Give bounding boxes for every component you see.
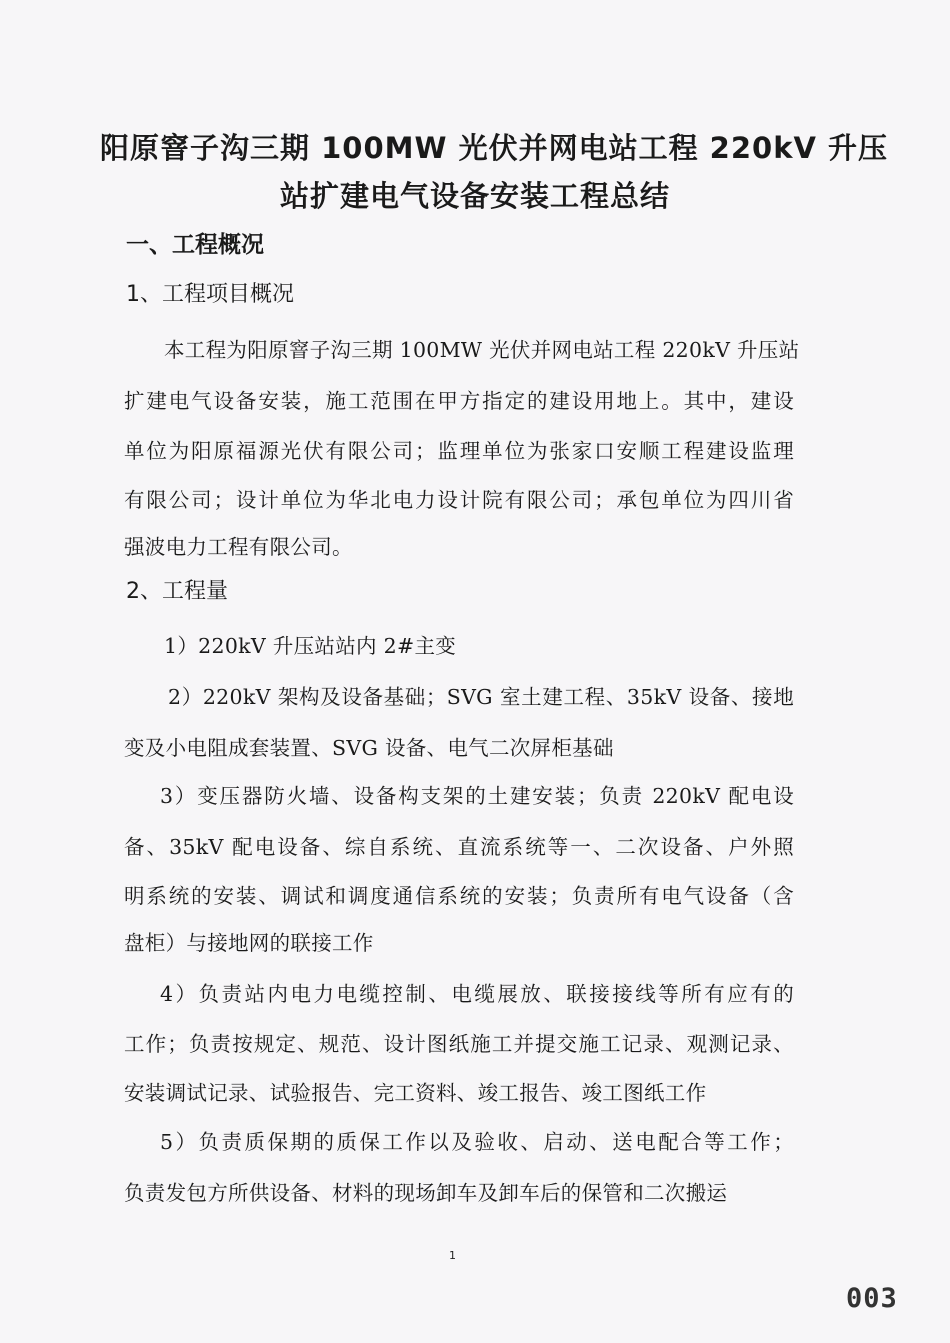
scope-line: 安装调试记录、试验报告、完工资料、竣工报告、竣工图纸工作 [124,1081,707,1105]
scope-line: 工作；负责按规定、规范、设计图纸施工并提交施工记录、观测记录、 [124,1032,794,1056]
scope-line: 1）220kV 升压站站内 2#主变 [164,634,457,658]
overview-line: 单位为阳原福源光伏有限公司；监理单位为张家口安顺工程建设监理 [124,439,794,463]
scope-line: 5）负责质保期的质保工作以及验收、启动、送电配合等工作； [160,1130,794,1154]
scope-line: 盘柜）与接地网的联接工作 [124,931,374,955]
scope-line: 2）220kV 架构及设备基础；SVG 室土建工程、35kV 设备、接地 [168,685,794,709]
overview-line: 有限公司；设计单位为华北电力设计院有限公司；承包单位为四川省 [124,488,794,512]
page-number: 1 [449,1249,456,1262]
overview-line: 强波电力工程有限公司。 [124,535,353,559]
scope-line: 备、35kV 配电设备、综自系统、直流系统等一、二次设备、户外照 [124,835,794,859]
overview-line: 扩建电气设备安装，施工范围在甲方指定的建设用地上。其中，建设 [124,389,794,413]
scope-line: 4）负责站内电力电缆控制、电缆展放、联接接线等所有应有的 [160,982,794,1006]
scope-line: 负责发包方所供设备、材料的现场卸车及卸车后的保管和二次搬运 [124,1181,728,1205]
scope-line: 3）变压器防火墙、设备构支架的土建安装；负责 220kV 配电设 [160,784,794,808]
scope-line: 变及小电阻成套装置、SVG 设备、电气二次屏柜基础 [124,736,614,760]
scope-line: 明系统的安装、调试和调度通信系统的安装；负责所有电气设备（含 [124,884,794,908]
subsection-heading-work-quantity: 2、工程量 [126,579,228,604]
stamp-number: 003 [846,1283,898,1314]
document-title-line-1: 阳原窨子沟三期 100MW 光伏并网电站工程 220kV 升压 [100,131,889,165]
overview-line: 本工程为阳原窨子沟三期 100MW 光伏并网电站工程 220kV 升压站 [164,338,800,362]
document-title-line-2: 站扩建电气设备安装工程总结 [279,179,670,213]
subsection-heading-project-overview: 1、工程项目概况 [126,282,294,307]
section-heading-overview: 一、工程概况 [126,232,264,258]
